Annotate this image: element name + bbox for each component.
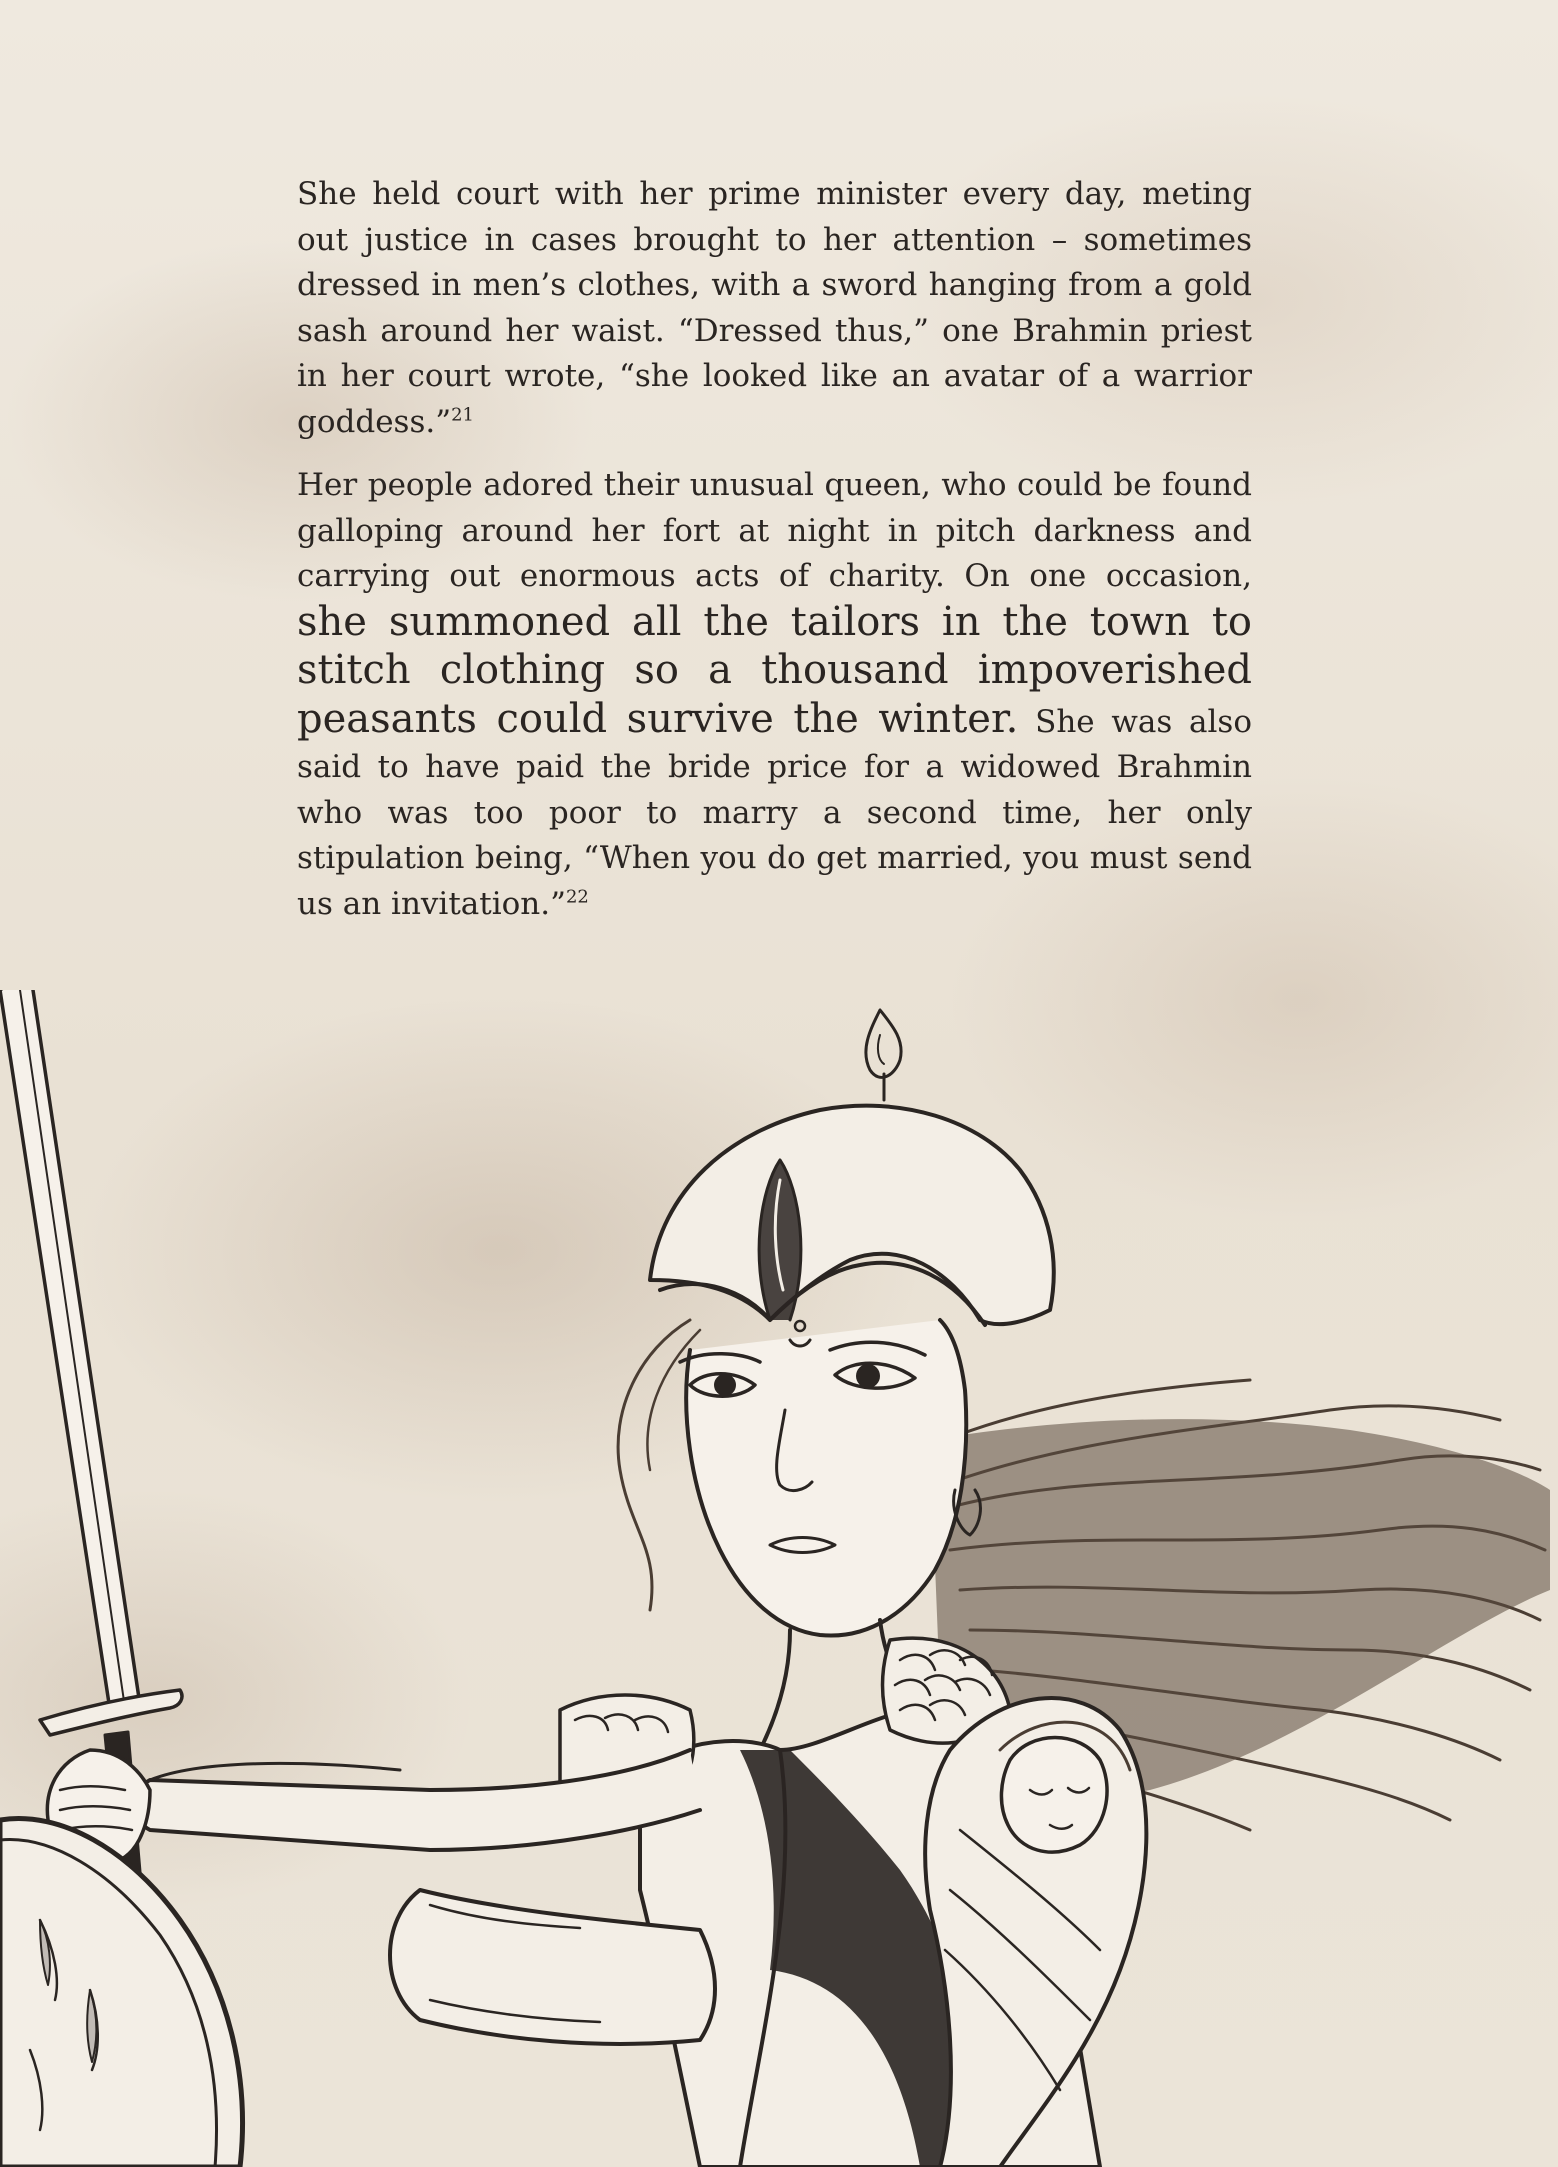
helmet-finial: [866, 1010, 901, 1077]
sword-blade: [0, 990, 140, 1710]
paragraph-2-tail: She was also said to have paid the bride price for a widowed Brahmin who was too poor to marry a second time, her only stipulation being, “When you do get married, you must send us an invitation.”: [297, 703, 1252, 922]
warrior-queen-illustration: [0, 990, 1558, 2167]
paragraph-2: [297, 463, 1252, 927]
paragraph-2-emphasis: she summoned all the tailors in the town to stitch clothing so a thousand impoverished peasants could survive the winter.: [297, 598, 1252, 742]
helmet: [650, 1106, 1054, 1324]
paragraph-1-text: She held court with her prime minister every day, meting out justice in cases brought to her attention – sometimes dressed in men’s clothes, with a sword hanging from a gold sash around her waist. “Dressed thus,” one Brahmin priest in her court wrote, “she looked like an avatar of a warrior goddess.”: [297, 176, 1252, 440]
paragraph-2-lead: Her people adored their unusual queen, who could be found galloping around her fort at night in pitch darkness and carrying out enormous acts of charity. On one occasion,: [297, 467, 1252, 594]
body-text: [297, 172, 1252, 945]
footnote-ref-22[interactable]: 22: [565, 886, 589, 908]
footnote-ref-21[interactable]: 21: [451, 404, 474, 426]
shield: [0, 1818, 243, 2167]
child-head: [1001, 1738, 1107, 1853]
paragraph-1: [297, 172, 1252, 445]
face-outline: [686, 1320, 966, 1636]
